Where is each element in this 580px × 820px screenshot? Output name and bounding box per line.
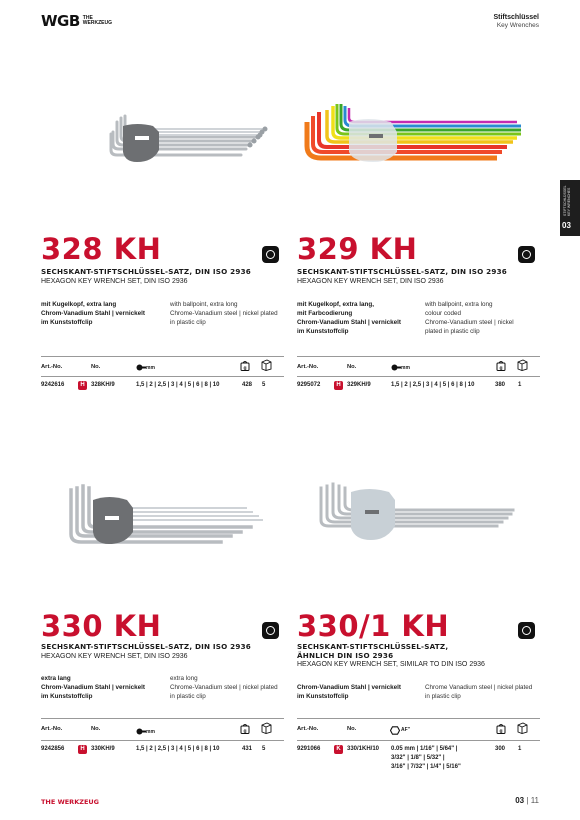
weight: 428 <box>242 382 253 388</box>
hardness-badge: H <box>78 745 87 754</box>
product-title-de: SECHSKANT-STIFTSCHLÜSSEL-SATZ, DIN ISO 2936 <box>41 642 251 651</box>
logo-mark: WGB <box>41 12 80 30</box>
header-mm: mm <box>146 365 155 371</box>
weight: 380 <box>495 382 506 388</box>
table-rule <box>41 376 284 377</box>
product-description-de: mit Kugelkopf, extra lang, mit Farbcodierung Chrom-Vanadium Stahl | vernickelt im Kunststoffclip <box>297 301 401 335</box>
hexagon-drive-icon <box>262 622 279 639</box>
product-code: 330 KH <box>41 609 162 643</box>
brand-logo <box>41 12 112 30</box>
product-code: 328 KH <box>41 232 162 266</box>
sizes: 1,5 | 2 | 2,5 | 3 | 4 | 5 | 6 | 8 | 10 <box>391 382 475 388</box>
sizes-line-2: 3/32" | 1/8" | 5/32" | <box>391 755 445 761</box>
article-number: 9242856 <box>41 746 65 752</box>
header-art-no: Art.-No. <box>297 364 319 370</box>
header-mm: mm <box>146 729 155 735</box>
header-art-no: Art.-No. <box>297 726 319 732</box>
weight: 300 <box>495 746 506 752</box>
product-description-en: extra long Chrome-Vanadium steel | nickel plated in plastic clip <box>170 675 278 700</box>
sizes-line-3: 3/16" | 7/32" | 1/4" | 5/16" <box>391 764 461 770</box>
chapter-tab-number: 03 <box>562 221 571 230</box>
weight: 431 <box>242 746 253 752</box>
product-image-329kh <box>297 92 540 192</box>
item-number: 329KH/9 <box>347 382 371 388</box>
weight-icon <box>496 360 506 371</box>
hardness-badge: K <box>334 745 343 754</box>
section-title-de: Stiftschlüssel <box>493 14 539 21</box>
product-image-330kh <box>41 470 284 570</box>
item-number: 330KH/9 <box>91 746 115 752</box>
item-number: 328KH/9 <box>91 382 115 388</box>
ballpoint-icon <box>391 364 401 371</box>
header-art-no: Art.-No. <box>41 364 63 370</box>
package-icon <box>260 359 272 371</box>
article-number: 9291066 <box>297 746 321 752</box>
item-number: 330/1KH/10 <box>347 746 380 752</box>
header-mm: mm <box>401 365 410 371</box>
product-description-de: mit Kugelkopf, extra lang Chrom-Vanadium Stahl | vernickelt im Kunststoffclip <box>41 301 145 326</box>
svg-text:g: g <box>243 365 247 371</box>
ballpoint-icon <box>136 728 146 735</box>
pack-quantity: 5 <box>262 746 266 752</box>
table-rule <box>297 376 540 377</box>
header-no: No. <box>91 726 101 732</box>
chapter-tab-label: STIFTSCHLÜSSEL KEY WRENCHES <box>563 185 571 216</box>
svg-text:g: g <box>243 728 247 734</box>
product-image-330-1kh <box>297 470 540 570</box>
hexagon-drive-icon <box>518 622 535 639</box>
table-rule <box>297 740 540 741</box>
article-number: 9295072 <box>297 382 321 388</box>
product-description-en: Chrome Vanadium steel | nickel plated in plastic clip <box>425 684 533 700</box>
header-no: No. <box>347 726 357 732</box>
product-title-de: SECHSKANT-STIFTSCHLÜSSEL-SATZ, DIN ISO 2936 <box>297 267 507 276</box>
weight-icon <box>240 723 250 734</box>
svg-text:g: g <box>499 728 503 734</box>
weight-icon <box>496 723 506 734</box>
product-code: 330/1 KH <box>297 609 450 643</box>
hardness-badge: H <box>78 381 87 390</box>
article-number: 9242616 <box>41 382 65 388</box>
product-description-en: with ballpoint, extra long Chrome-Vanadium steel | nickel plated in plastic clip <box>170 301 278 326</box>
hexagon-af-icon <box>390 726 400 735</box>
hexagon-drive-icon <box>518 246 535 263</box>
header-inch: AF" <box>401 727 411 733</box>
table-rule <box>41 718 284 719</box>
sizes: 1,5 | 2 | 2,5 | 3 | 4 | 5 | 6 | 8 | 10 <box>136 746 220 752</box>
product-code: 329 KH <box>297 232 418 266</box>
product-title-en: HEXAGON KEY WRENCH SET, DIN ISO 2936 <box>297 278 444 285</box>
hardness-badge: H <box>334 381 343 390</box>
header-no: No. <box>91 364 101 370</box>
table-rule <box>297 718 540 719</box>
product-description-de: Chrom-Vanadium Stahl | vernickelt im Kunststoffclip <box>297 684 401 700</box>
section-title-en: Key Wrenches <box>496 22 539 29</box>
product-title-en: HEXAGON KEY WRENCH SET, DIN ISO 2936 <box>41 278 188 285</box>
section-header <box>493 14 539 29</box>
package-icon <box>260 722 272 734</box>
sizes-line-1: 0.05 mm | 1/16" | 5/64" | <box>391 746 458 752</box>
svg-text:g: g <box>499 365 503 371</box>
package-icon <box>516 359 528 371</box>
product-title-de: SECHSKANT-STIFTSCHLÜSSEL-SATZ, DIN ISO 2936 <box>41 267 251 276</box>
header-art-no: Art.-No. <box>41 726 63 732</box>
pack-quantity: 1 <box>518 382 522 388</box>
table-rule <box>41 356 284 357</box>
chapter-tab[interactable] <box>560 180 580 236</box>
footer-brand: THE WERKZEUG <box>41 798 99 806</box>
product-title-en: HEXAGON KEY WRENCH SET, DIN ISO 2936 <box>41 653 188 660</box>
header-no: No. <box>347 364 357 370</box>
page-number: 03 | 11 <box>515 796 539 805</box>
product-title-de: SECHSKANT-STIFTSCHLÜSSEL-SATZ, ÄHNLICH DIN ISO 2936 <box>297 642 449 660</box>
sizes: 1,5 | 2 | 2,5 | 3 | 4 | 5 | 6 | 8 | 10 <box>136 382 220 388</box>
package-icon <box>516 722 528 734</box>
pack-quantity: 5 <box>262 382 266 388</box>
weight-icon <box>240 360 250 371</box>
ballpoint-icon <box>136 364 146 371</box>
product-description-de: extra lang Chrom-Vanadium Stahl | vernickelt im Kunststoffclip <box>41 675 145 700</box>
pack-quantity: 1 <box>518 746 522 752</box>
table-rule <box>41 740 284 741</box>
table-rule <box>297 356 540 357</box>
logo-sub: THE WERKZEUG <box>82 15 112 26</box>
hexagon-drive-icon <box>262 246 279 263</box>
product-image-328kh <box>41 92 284 192</box>
product-title-en: HEXAGON KEY WRENCH SET, SIMILAR TO DIN ISO 2936 <box>297 661 485 668</box>
product-description-en: with ballpoint, extra long colour coded Chrome-Vanadium steel | nickel plated in plastic clip <box>425 301 514 335</box>
